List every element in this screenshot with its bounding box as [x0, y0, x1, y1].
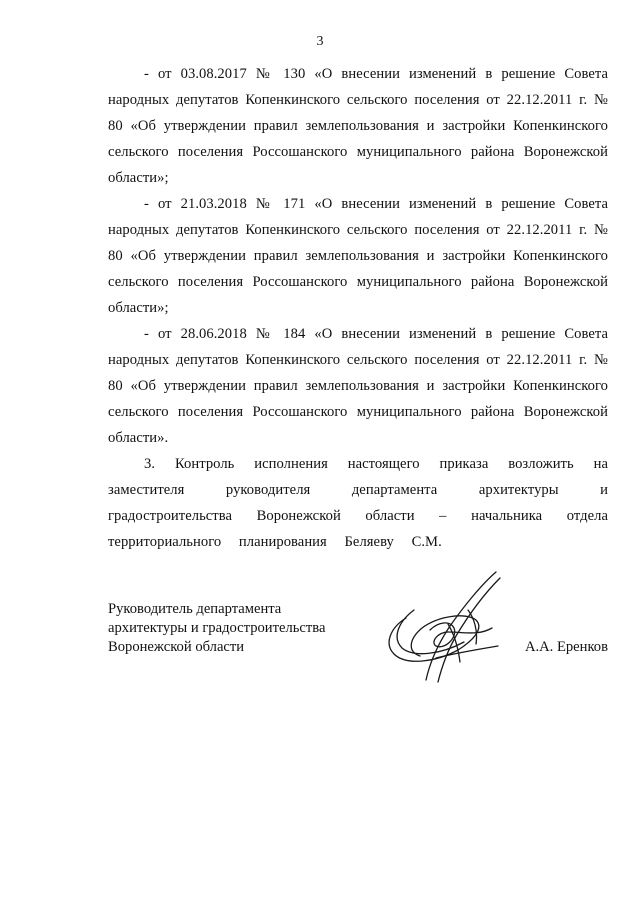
- amendment-item-2017: - от 03.08.2017 № 130 «О внесении изменений в решение Совета народных депутатов Копенкинского сельского поселения от 22.12.2011 г. № 80 «Об утверждении правил землепользования и застройки Копенкинского сельского поселения Россошанского муниципального района Воронежской области»;: [108, 66, 608, 186]
- amendment-item-2018-march: - от 21.03.2018 № 171 «О внесении изменений в решение Совета народных депутатов Копенкинского сельского поселения от 22.12.2011 г. № 80 «Об утверждении правил землепользования и застройки Копенкинского сельского поселения Россошанского муниципального района Воронежской области»;: [108, 196, 608, 316]
- signer-position-line: Руководитель департамента: [108, 601, 282, 617]
- amendment-item-2018-june: - от 28.06.2018 № 184 «О внесении изменений в решение Совета народных депутатов Копенкинского сельского поселения от 22.12.2011 г. № 80 «Об утверждении правил землепользования и застройки Копенкинского сельского поселения Россошанского муниципального района Воронежской области».: [108, 326, 608, 446]
- control-clause: 3. Контроль исполнения настоящего приказа возложить на заместителя руководителя департамента архитектуры и градостроительства Воронежской области – начальника отдела территориального планирования Беляеву С.М.: [108, 456, 608, 550]
- signer-position: [108, 600, 325, 657]
- page-number: 3: [316, 34, 324, 49]
- signer-name: А.А. Еренков: [524, 639, 608, 655]
- handwritten-signature: [378, 570, 518, 688]
- document-body: [108, 61, 608, 555]
- signature-block: [108, 600, 608, 690]
- signer-position-line: Воронежской области: [108, 639, 245, 655]
- signer-position-line: архитектуры и градостроительства: [108, 620, 326, 636]
